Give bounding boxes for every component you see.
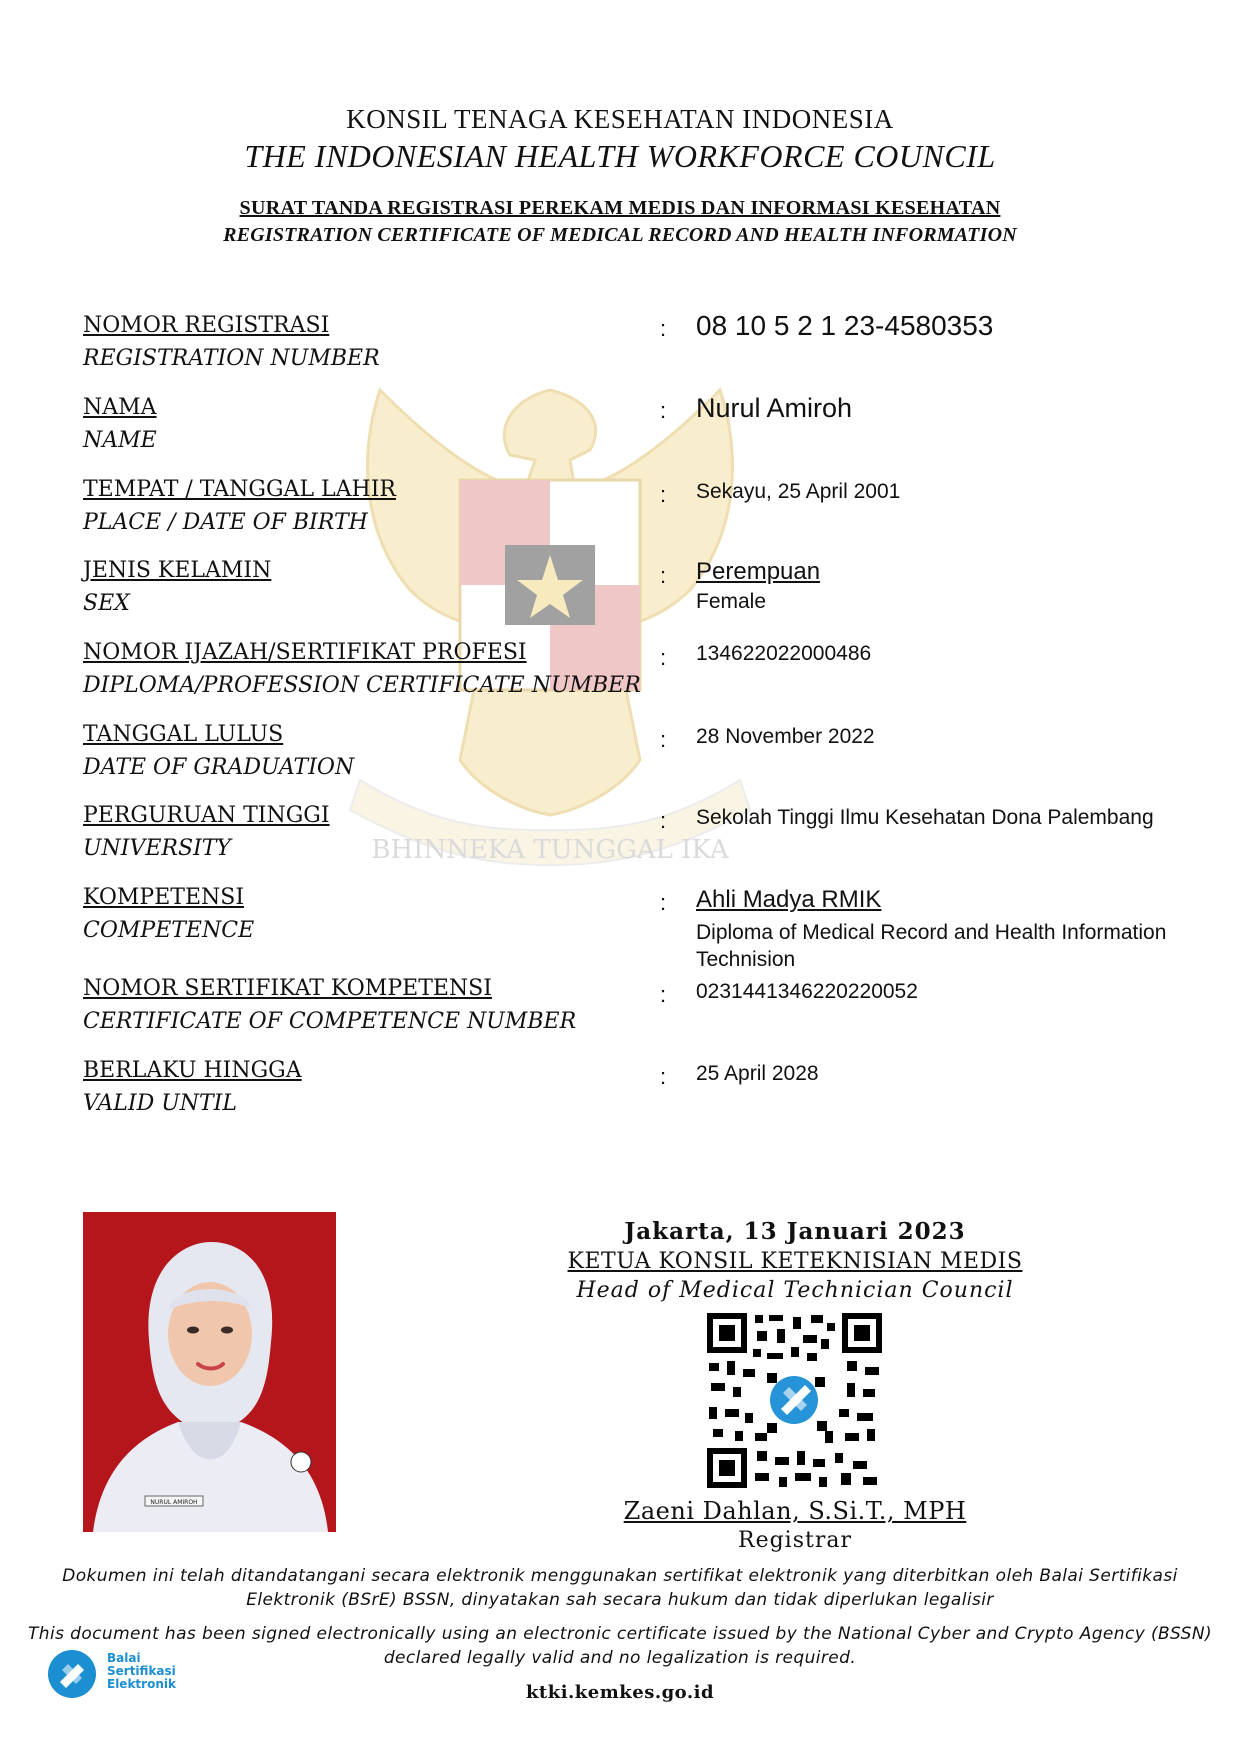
sign-place-date: Jakarta, 13 Januari 2023 bbox=[624, 1218, 966, 1245]
colon: : bbox=[660, 890, 667, 915]
label-name-id: NAMA bbox=[83, 395, 157, 420]
label-birth-id: TEMPAT / TANGGAL LAHIR bbox=[83, 477, 396, 502]
value-registration: 08 10 5 2 1 23-4580353 bbox=[696, 310, 994, 341]
colon: : bbox=[660, 982, 667, 1007]
value-valid: 25 April 2028 bbox=[696, 1062, 819, 1085]
person-photo-icon bbox=[83, 1212, 336, 1532]
colon: : bbox=[660, 808, 667, 833]
label-graduation-id: TANGGAL LULUS bbox=[83, 722, 284, 747]
signer-role: Registrar bbox=[738, 1528, 852, 1553]
value-competence-cert: 0231441346220220052 bbox=[696, 980, 918, 1003]
value-name: Nurul Amiroh bbox=[696, 393, 853, 423]
signer-title-id: KETUA KONSIL KETEKNISIAN MEDIS bbox=[567, 1249, 1023, 1274]
qr-code-icon bbox=[707, 1313, 882, 1488]
label-name-en: NAME bbox=[83, 428, 157, 453]
signer-title-en: Head of Medical Technician Council bbox=[576, 1278, 1014, 1303]
label-valid-en: VALID UNTIL bbox=[83, 1091, 237, 1116]
label-university-id: PERGURUAN TINGGI bbox=[83, 803, 330, 828]
value-university: Sekolah Tinggi Ilmu Kesehatan Dona Palembang bbox=[696, 806, 1154, 829]
bsre-line-2: Sertifikasi bbox=[107, 1664, 176, 1678]
label-competence-en: COMPETENCE bbox=[83, 918, 255, 943]
label-competence-cert-id: NOMOR SERTIFIKAT KOMPETENSI bbox=[83, 976, 492, 1001]
value-competence-id: Ahli Madya RMIK bbox=[696, 886, 882, 913]
certificate-title-en: REGISTRATION CERTIFICATE OF MEDICAL RECORD AND HEALTH INFORMATION bbox=[223, 224, 1017, 246]
label-university-en: UNIVERSITY bbox=[83, 836, 231, 861]
label-registration-en: REGISTRATION NUMBER bbox=[83, 346, 380, 371]
colon: : bbox=[660, 482, 667, 507]
motto-text: BHINNEKA TUNGGAL IKA bbox=[371, 835, 729, 865]
value-diploma: 134622022000486 bbox=[696, 642, 872, 665]
label-sex-en: SEX bbox=[83, 591, 130, 616]
value-birth: Sekayu, 25 April 2001 bbox=[696, 480, 901, 503]
label-competence-id: KOMPETENSI bbox=[83, 885, 245, 910]
value-graduation: 28 November 2022 bbox=[696, 725, 875, 748]
label-diploma-en: DIPLOMA/PROFESSION CERTIFICATE NUMBER bbox=[83, 673, 641, 698]
bsre-line-3: Elektronik bbox=[107, 1677, 176, 1691]
label-graduation-en: DATE OF GRADUATION bbox=[83, 755, 355, 780]
garuda-emblem-icon bbox=[350, 390, 750, 865]
colon: : bbox=[660, 398, 667, 423]
colon: : bbox=[660, 563, 667, 588]
colon: : bbox=[660, 727, 667, 752]
label-sex-id: JENIS KELAMIN bbox=[83, 558, 272, 583]
footer-note-en: This document has been signed electronically using an electronic certificate issued by the National Cyber and Crypto Agency (BSSN) declared legally valid and no legalization is required. bbox=[28, 1624, 1212, 1668]
signer-name: Zaeni Dahlan, S.Si.T., MPH bbox=[623, 1497, 967, 1525]
org-name-en: THE INDONESIAN HEALTH WORKFORCE COUNCIL bbox=[244, 138, 996, 174]
value-sex-en: Female bbox=[696, 590, 767, 613]
website-link[interactable]: ktki.kemkes.go.id bbox=[525, 1682, 715, 1703]
certificate-title-id: SURAT TANDA REGISTRASI PEREKAM MEDIS DAN INFORMASI KESEHATAN bbox=[239, 197, 1001, 219]
footer-note-id: Dokumen ini telah ditandatangani secara elektronik menggunakan sertifikat elektronik yang diterbitkan oleh Balai Sertifikasi Elektronik (BSrE) BSSN, dinyatakan sah secara hukum dan tidak diperlukan legalisir bbox=[62, 1566, 1178, 1610]
photo-name-tag: NURUL AMIROH bbox=[150, 1499, 198, 1506]
value-sex-id: Perempuan bbox=[696, 558, 821, 585]
label-diploma-id: NOMOR IJAZAH/SERTIFIKAT PROFESI bbox=[83, 640, 527, 665]
value-competence-en: Diploma of Medical Record and Health Information Technision bbox=[696, 921, 1167, 971]
label-competence-cert-en: CERTIFICATE OF COMPETENCE NUMBER bbox=[83, 1009, 577, 1034]
colon: : bbox=[660, 645, 667, 670]
holder-photo bbox=[83, 1212, 336, 1532]
colon: : bbox=[660, 1064, 667, 1089]
colon: : bbox=[660, 316, 667, 341]
bsre-line-1: Balai bbox=[107, 1651, 141, 1665]
label-valid-id: BERLAKU HINGGA bbox=[83, 1058, 302, 1083]
org-name-id: KONSIL TENAGA KESEHATAN INDONESIA bbox=[346, 104, 894, 134]
label-birth-en: PLACE / DATE OF BIRTH bbox=[83, 510, 368, 535]
label-registration-id: NOMOR REGISTRASI bbox=[83, 313, 330, 338]
